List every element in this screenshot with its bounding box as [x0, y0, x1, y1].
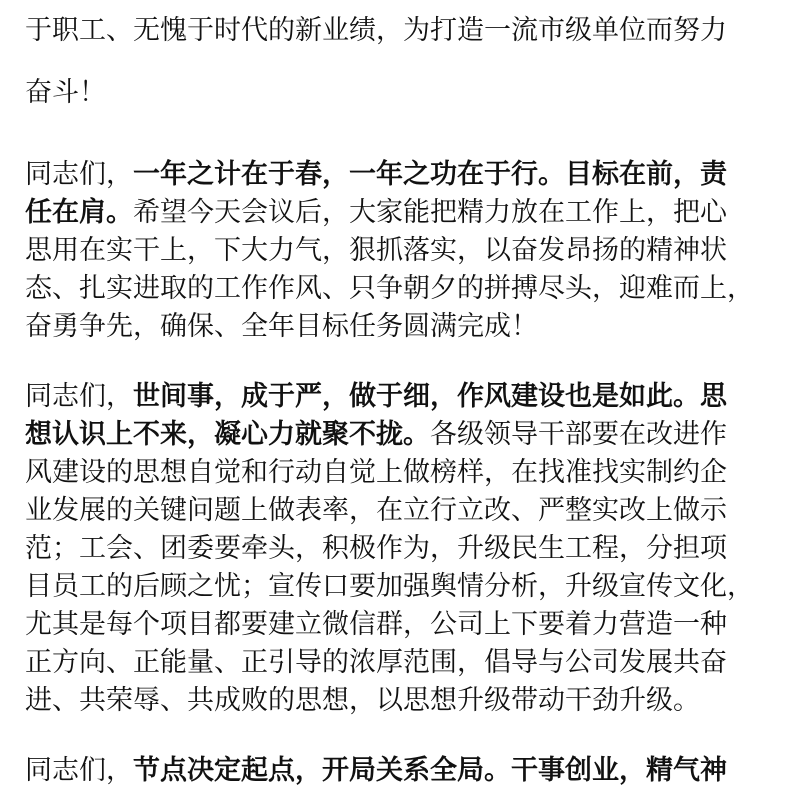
text-line: [25, 530, 785, 568]
text-run: 希望今天会议后，大家能把精力放在工作上，把心: [133, 197, 727, 228]
paragraph-3: [25, 378, 785, 720]
text-line: [25, 416, 785, 454]
text-line: [25, 682, 785, 720]
paragraph-gap: [25, 124, 785, 156]
text-line: [25, 308, 785, 346]
text-line: [25, 568, 785, 606]
text-run: 奋勇争先，确保、全年目标任务圆满完成！: [25, 311, 538, 342]
text-line: [25, 62, 785, 124]
text-run: 奋斗！: [25, 77, 106, 108]
text-run: 同志们，: [25, 755, 133, 786]
text-run: 业发展的关键问题上做表率，在立行立改、严整实改上做示: [25, 495, 727, 526]
text-line: [25, 270, 785, 308]
emphasis-run: 想认识上不来，凝心力就聚不拢。: [25, 419, 430, 450]
text-run: 正方向、正能量、正引导的浓厚范围，倡导与公司发展共奋: [25, 647, 727, 678]
paragraph-gap: [25, 720, 785, 752]
text-run: 各级领导干部要在改进作: [430, 419, 727, 450]
text-run: 思用在实干上，下大力气，狠抓落实，以奋发昂扬的精神状: [25, 235, 727, 266]
text-run: 态、扎实进取的工作作风、只争朝夕的拼搏尽头，迎难而上，: [25, 273, 754, 304]
text-run: 尤其是每个项目都要建立微信群，公司上下要着力营造一种: [25, 609, 727, 640]
text-run: 目员工的后顾之忧；宣传口要加强舆情分析，升级宣传文化，: [25, 571, 754, 602]
text-line: [25, 194, 785, 232]
text-line: [25, 492, 785, 530]
text-run: 于职工、无愧于时代的新业绩，为打造一流市级单位而努力: [25, 15, 727, 46]
document-page: [25, 0, 785, 790]
text-line: [25, 606, 785, 644]
paragraph-1: [25, 0, 785, 124]
text-run: 进、共荣辱、共成败的思想，以思想升级带动干劲升级。: [25, 685, 700, 716]
text-run: 风建设的思想自觉和行动自觉上做榜样，在找准找实制约企: [25, 457, 727, 488]
text-line: [25, 232, 785, 270]
text-run: 同志们，: [25, 159, 133, 190]
emphasis-run: 世间事，成于严，做于细，作风建设也是如此。思: [133, 381, 727, 412]
text-line: [25, 644, 785, 682]
emphasis-run: 节点决定起点，开局关系全局。干事创业，精气神: [133, 755, 727, 786]
paragraph-gap: [25, 346, 785, 378]
text-run: 同志们，: [25, 381, 133, 412]
emphasis-run: 一年之计在于春，一年之功在于行。目标在前，责: [133, 159, 727, 190]
text-run: 范；工会、团委要牵头，积极作为，升级民生工程，分担项: [25, 533, 727, 564]
text-line: [25, 454, 785, 492]
paragraph-4: [25, 752, 785, 790]
emphasis-run: 任在肩。: [25, 197, 133, 228]
text-line: [25, 378, 785, 416]
paragraph-2: [25, 156, 785, 346]
text-line: [25, 156, 785, 194]
text-line: [25, 0, 785, 62]
text-line: [25, 752, 785, 790]
